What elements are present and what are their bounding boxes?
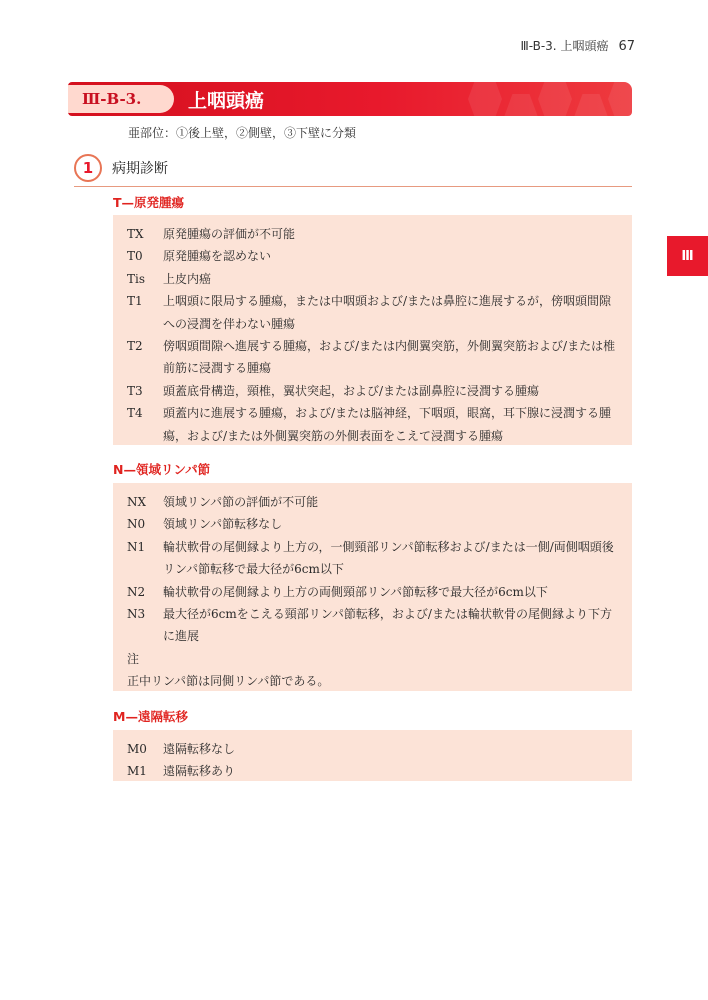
t-category-heading: T—原発腫瘍 <box>113 195 185 210</box>
stage-row <box>127 491 622 513</box>
stage-code: T3 <box>127 383 143 398</box>
stage-description: 領域リンパ節転移なし <box>163 517 283 532</box>
stage-description: 原発腫瘍を認めない <box>163 249 272 264</box>
subsite-line: 亜部位：①後上壁，②側壁，③下壁に分類 <box>128 126 357 140</box>
stage-code: T0 <box>127 249 143 264</box>
running-head <box>520 37 635 54</box>
stage-row <box>127 223 622 245</box>
stage-description: 傍咽頭間隙へ進展する腫瘍，および/または内側翼突筋，外側翼突筋および/または椎前筋に浸潤する腫瘍 <box>163 339 616 376</box>
section-title: 病期診断 <box>112 161 168 177</box>
stage-code: T4 <box>127 406 143 421</box>
stage-description: 輪状軟骨の尾側縁より上方の両側頸部リンパ節転移で最大径が6cm以下 <box>163 584 548 599</box>
stage-code: N1 <box>127 539 146 554</box>
stage-row <box>127 513 622 535</box>
m-category-table <box>113 730 632 781</box>
stage-row <box>127 290 622 335</box>
stage-description: 頭蓋底骨構造，頸椎，翼状突起，および/または副鼻腔に浸潤する腫瘍 <box>163 383 540 398</box>
stage-row <box>127 760 622 782</box>
section-heading <box>74 150 632 187</box>
stage-code: T1 <box>127 294 143 309</box>
stage-row <box>127 380 622 402</box>
stage-code: M0 <box>127 742 147 756</box>
stage-description: 輪状軟骨の尾側縁より上方の，一側頸部リンパ節転移および/または一側/両側咽頭後リンパ節転移で最大径が6cm以下 <box>163 539 614 577</box>
stage-code: N2 <box>127 584 146 599</box>
section-number: 1 <box>74 154 102 182</box>
chapter-banner <box>68 82 632 116</box>
chapter-code: Ⅲ-B-3. <box>68 85 174 113</box>
stage-code: N0 <box>127 517 146 532</box>
stage-description: 領域リンパ節の評価が不可能 <box>163 495 319 509</box>
stage-description: 頭蓋内に進展する腫瘍，および/または脳神経，下咽頭，眼窩，耳下腺に浸潤する腫瘍，および/または外側翼突筋の外側表面をこえて浸潤する腫瘍 <box>163 406 612 443</box>
chapter-title: 上咽頭癌 <box>188 90 265 112</box>
stage-row <box>127 603 622 648</box>
stage-row <box>127 245 622 267</box>
t-category-table <box>113 215 632 445</box>
page-number: 67 <box>618 39 635 54</box>
note-text: 正中リンパ節は同側リンパ節である。 <box>127 674 330 689</box>
n-category-table <box>113 483 632 691</box>
stage-row <box>127 402 622 447</box>
stage-description: 遠隔転移あり <box>163 764 236 779</box>
chapter-tab: Ⅲ <box>667 236 708 276</box>
stage-description: 原発腫瘍の評価が不可能 <box>163 227 296 241</box>
stage-row <box>127 581 622 603</box>
n-category-heading: N—領域リンパ節 <box>113 462 211 477</box>
stage-code: T2 <box>127 339 143 354</box>
note-label: 注 <box>127 651 140 666</box>
stage-row <box>127 536 622 581</box>
stage-description: 遠隔転移なし <box>163 742 236 756</box>
stage-row <box>127 335 622 380</box>
stage-code: TX <box>127 227 144 241</box>
stage-code: Tis <box>127 271 145 286</box>
stage-description: 最大径が6cmをこえる頸部リンパ節転移，および/または輪状軟骨の尾側縁より下方に進展 <box>163 607 612 644</box>
stage-code: NX <box>127 495 147 509</box>
stage-description: 上咽頭に限局する腫瘍，または中咽頭および/または鼻腔に進展するが，傍咽頭間隙への浸潤を伴わない腫瘍 <box>163 294 612 331</box>
stage-row <box>127 738 622 760</box>
stage-code: N3 <box>127 607 146 622</box>
stage-code: M1 <box>127 764 147 779</box>
running-head-title: Ⅲ-B-3. 上咽頭癌 <box>520 39 609 53</box>
stage-description: 上皮内癌 <box>163 271 212 286</box>
m-category-heading: M—遠隔転移 <box>113 709 188 724</box>
stage-row <box>127 268 622 290</box>
